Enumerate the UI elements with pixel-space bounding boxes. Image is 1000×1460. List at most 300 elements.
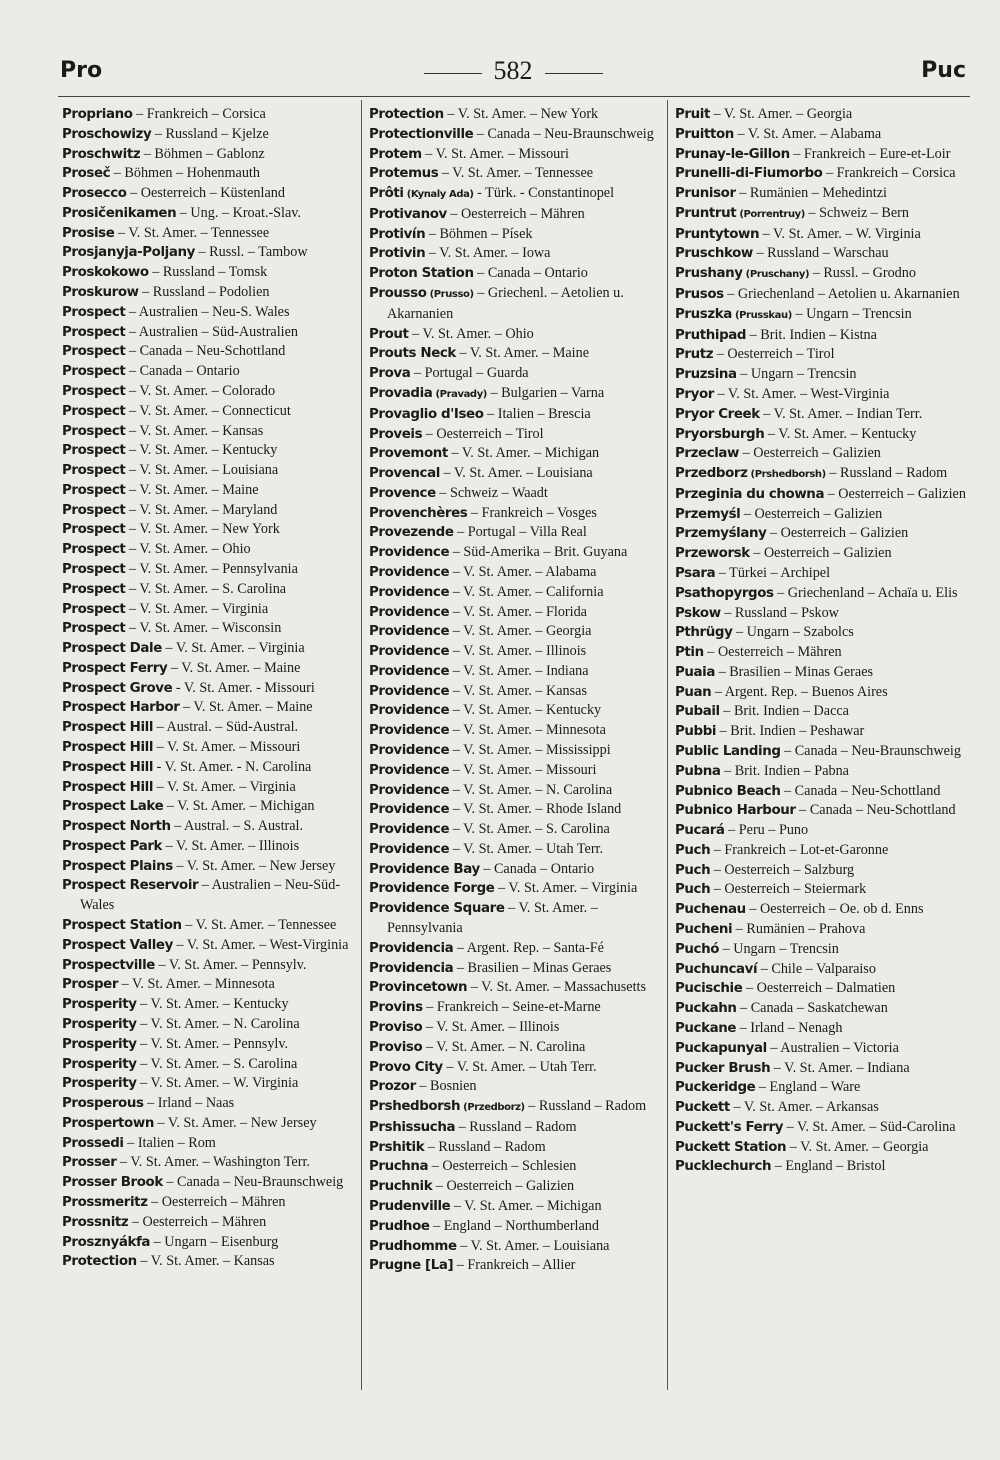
entry-place-name xyxy=(675,724,716,739)
entry-name-text: Prosperous xyxy=(62,1096,144,1112)
entry-name-text: Proviso xyxy=(369,1039,423,1055)
gazetteer-entry xyxy=(62,1114,354,1134)
gazetteer-entry xyxy=(62,857,354,877)
entry-location: – Frankreich – Lot-et-Garonne xyxy=(710,841,889,858)
entry-location: – V. St. Amer. – Michigan xyxy=(163,798,315,815)
entry-location: – England – Northumberland xyxy=(429,1217,599,1234)
gazetteer-entry xyxy=(369,405,661,425)
entry-location: – V. St. Amer. – Illinois xyxy=(449,643,587,660)
entry-location: – V. St. Amer. – Tennessee xyxy=(181,917,337,934)
entry-name-text: Puckett xyxy=(675,1100,730,1116)
entry-place-name xyxy=(62,344,125,359)
gazetteer-entry xyxy=(675,1019,967,1039)
entry-location: – V. St. Amer. – Utah Terr. xyxy=(449,840,604,857)
gazetteer-entry xyxy=(369,820,661,840)
entry-location: – Oesterreich – Mähren xyxy=(128,1213,267,1230)
entry-location: - Türk. - Constantinopel xyxy=(473,185,615,202)
entry-location: – V. St. Amer. – Pennsylv. xyxy=(154,956,307,973)
entry-location: – Rumänien – Mehedintzi xyxy=(735,185,887,202)
entry-name-text: Protemus xyxy=(369,166,439,182)
entry-name-text: Prospect Lake xyxy=(62,799,164,815)
entry-name-text: Providencia xyxy=(369,960,454,976)
entry-name-text: Prospect Hill xyxy=(62,779,154,795)
entry-name-text: Pruchna xyxy=(369,1159,429,1175)
entry-place-name xyxy=(675,367,737,382)
entry-name-text: Prospect xyxy=(62,621,126,637)
entry-place-name xyxy=(369,901,505,916)
entry-name-text: Providence xyxy=(369,584,450,600)
entry-place-name xyxy=(369,1060,443,1075)
entry-name-text: Prunelli-di-Fiumorbo xyxy=(675,166,823,182)
entry-name-text: Puckane xyxy=(675,1020,737,1036)
entry-name-text: Prosise xyxy=(62,225,115,241)
entry-location: – V. St. Amer. – Ohio xyxy=(408,325,534,342)
entry-name-text: Prutz xyxy=(675,347,714,363)
entry-name-text: Pruitton xyxy=(675,126,734,142)
entry-name-text: Prospect Ferry xyxy=(62,660,168,676)
entry-location: – V. St. Amer. – Minnesota xyxy=(449,722,606,739)
gazetteer-entry xyxy=(369,1177,661,1197)
gazetteer-entry xyxy=(675,782,967,802)
entry-name-text: Pruszka xyxy=(675,306,732,322)
entry-place-name xyxy=(369,506,467,521)
entry-place-name xyxy=(369,207,447,222)
gazetteer-entry xyxy=(675,762,967,782)
entry-location: – Oesterreich – Mähren xyxy=(703,644,842,661)
entry-name-text: Prospect xyxy=(62,561,126,577)
entry-name-text: Providence Forge xyxy=(369,881,495,897)
entry-place-name xyxy=(62,522,125,537)
entry-name-text: Prusos xyxy=(675,287,724,303)
entry-alt-name: (Prusso) xyxy=(426,289,474,301)
entry-location: – V. St. Amer. – Connecticut xyxy=(125,402,291,419)
gazetteer-entry xyxy=(369,583,661,603)
entry-name-text: Proskurow xyxy=(62,285,139,301)
entry-place-name xyxy=(369,286,474,301)
entry-place-name xyxy=(62,720,153,735)
entry-location: – Russland – Radom xyxy=(825,465,948,482)
entry-name-text: Provenchères xyxy=(369,505,468,521)
entry-location: – V. St. Amer. – W. Virginia xyxy=(759,225,921,242)
entry-place-name xyxy=(369,1020,422,1035)
entry-place-name xyxy=(675,107,710,122)
entry-name-text: Pruthipad xyxy=(675,327,747,343)
gazetteer-entry xyxy=(675,305,967,326)
entry-place-name xyxy=(369,1159,428,1174)
entry-name-text: Provezende xyxy=(369,525,454,541)
entry-name-text: Proschowizy xyxy=(62,126,152,142)
entry-name-text: Prospect xyxy=(62,304,126,320)
entry-place-name xyxy=(369,783,449,798)
entry-name-text: Prossedi xyxy=(62,1135,124,1151)
entry-location: – Böhmen – Hohenmauth xyxy=(110,165,260,182)
entry-location: – Oesterreich – Galizien xyxy=(749,545,892,562)
entry-location: – V. St. Amer. – Virginia xyxy=(494,880,638,897)
entry-name-text: Prouts Neck xyxy=(369,346,456,362)
gazetteer-entry xyxy=(675,861,967,881)
entry-place-name xyxy=(369,407,484,422)
entry-location: – Russland – Warschau xyxy=(752,245,889,262)
entry-location: – Irland – Nenagh xyxy=(736,1019,843,1036)
entry-place-name xyxy=(675,1080,755,1095)
entry-location: – V. St. Amer. – Maine xyxy=(167,659,301,676)
entry-name-text: Przemyśl xyxy=(675,506,741,522)
entry-location: – V. St. Amer. – California xyxy=(449,583,604,600)
entry-place-name xyxy=(62,206,176,221)
entry-place-name xyxy=(369,427,422,442)
gazetteer-entry xyxy=(62,778,354,798)
gazetteer-entry xyxy=(675,464,967,485)
entry-name-text: Prosperity xyxy=(62,1056,137,1072)
entry-place-name xyxy=(62,245,195,260)
entry-location: – V. St. Amer. – Rhode Island xyxy=(449,801,622,818)
entry-place-name xyxy=(369,466,440,481)
entry-name-text: Public Landing xyxy=(675,744,781,759)
entry-location: – Oesterreich – Schlesien xyxy=(428,1158,577,1175)
gazetteer-entry xyxy=(675,405,967,425)
entry-name-text: Pubnico Harbour xyxy=(675,803,796,819)
gazetteer-entry xyxy=(675,105,967,125)
gazetteer-entry xyxy=(369,840,661,860)
entry-name-text: Prosser Brook xyxy=(62,1175,163,1191)
entry-place-name xyxy=(369,565,449,580)
entry-location: – Argent. Rep. – Buenos Aires xyxy=(711,683,888,700)
entry-location: – Canada – Neu-Braunschweig xyxy=(473,125,654,142)
entry-place-name xyxy=(675,1061,770,1076)
gazetteer-entry xyxy=(62,916,354,936)
gazetteer-entry xyxy=(62,461,354,481)
entry-location: – Austral. – Süd-Austral. xyxy=(153,719,299,736)
entry-location: – England – Ware xyxy=(755,1079,861,1096)
entry-name-text: Puchuncaví xyxy=(675,961,758,977)
entry-place-name xyxy=(62,938,173,953)
entry-place-name xyxy=(62,127,151,142)
entry-location: – V. St. Amer. – Tennessee xyxy=(114,224,270,241)
entry-name-text: Providence xyxy=(369,604,450,620)
entry-place-name xyxy=(62,1175,163,1190)
entry-location: – Oesterreich – Galizien xyxy=(740,505,883,522)
entry-name-text: Prosperity xyxy=(62,1016,137,1032)
gazetteer-entry xyxy=(62,184,354,204)
entry-name-text: Prospect xyxy=(62,482,126,498)
entry-name-text: Prospect Hill xyxy=(62,720,154,736)
entry-location: – Australien – Neu-Süd-Wales xyxy=(80,877,341,914)
gazetteer-entry xyxy=(62,1035,354,1055)
gazetteer-entry xyxy=(369,1256,661,1276)
gazetteer-entry xyxy=(675,285,967,305)
gazetteer-entry xyxy=(675,1118,967,1138)
entry-location: – Canada – Ontario xyxy=(473,265,588,282)
gazetteer-entry xyxy=(675,544,967,564)
entry-place-name xyxy=(675,347,713,362)
entry-place-name xyxy=(62,1195,148,1210)
entry-location: – Ungarn – Trencsin xyxy=(719,940,839,957)
entry-place-name xyxy=(369,346,456,361)
entry-name-text: Provaglio d'Iseo xyxy=(369,406,484,422)
gazetteer-entry xyxy=(62,679,354,699)
entry-place-name xyxy=(369,624,449,639)
gazetteer-entry xyxy=(62,1233,354,1253)
entry-name-text: Prshedborsh xyxy=(369,1099,461,1115)
entry-name-text: Provencal xyxy=(369,466,440,482)
entry-location: – Griechenland – Aetolien u. Akarnanien xyxy=(723,286,960,303)
entry-location: – V. St. Amer. – Pennsylv. xyxy=(136,1035,289,1052)
entry-location: – Canada – Saskatchewan xyxy=(736,1000,888,1017)
gazetteer-entry xyxy=(675,663,967,683)
gazetteer-entry xyxy=(675,1098,967,1118)
entry-name-text: Pucker Brush xyxy=(675,1060,771,1076)
gazetteer-entry xyxy=(369,484,661,504)
gazetteer-entry xyxy=(369,1077,661,1097)
entry-location: – Brit. Indien – Peshawar xyxy=(716,723,865,740)
gazetteer-entry xyxy=(675,145,967,165)
entry-place-name xyxy=(675,922,732,937)
entry-location: – V. St. Amer. – Maryland xyxy=(125,501,278,518)
entry-name-text: Pruschkow xyxy=(675,246,753,262)
gazetteer-entry xyxy=(675,979,967,999)
entry-name-text: Prôti xyxy=(369,186,404,202)
entry-name-text: Prosperity xyxy=(62,1076,137,1092)
entry-name-text: Prossmeritz xyxy=(62,1194,148,1210)
entry-location: – V. St. Amer. – New York xyxy=(125,521,280,538)
gazetteer-entry xyxy=(369,344,661,364)
gazetteer-entry xyxy=(369,959,661,979)
gazetteer-entry xyxy=(675,960,967,980)
gazetteer-entry xyxy=(675,1138,967,1158)
entry-place-name xyxy=(62,878,198,893)
gazetteer-entry xyxy=(675,225,967,245)
entry-place-name xyxy=(675,566,715,581)
entry-place-name xyxy=(675,882,710,897)
entry-place-name xyxy=(369,1140,424,1155)
entry-place-name xyxy=(675,625,732,640)
entry-place-name xyxy=(369,1000,423,1015)
entry-location: – V. St. Amer. – Mississippi xyxy=(449,742,611,758)
entry-place-name xyxy=(62,1235,150,1250)
gazetteer-entry xyxy=(369,662,661,682)
entry-place-name xyxy=(62,1155,116,1170)
entry-place-name xyxy=(675,246,753,261)
gazetteer-entry xyxy=(369,105,661,125)
gazetteer-entry xyxy=(675,264,967,285)
gazetteer-entry xyxy=(62,540,354,560)
gazetteer-entry xyxy=(369,998,661,1018)
entry-name-text: Provadia xyxy=(369,385,433,401)
gazetteer-entry xyxy=(369,184,661,205)
entry-place-name xyxy=(675,227,759,242)
gazetteer-entry xyxy=(675,326,967,346)
gazetteer-entry xyxy=(369,563,661,583)
entry-location: – V. St. Amer. – West-Virginia xyxy=(172,936,349,953)
gazetteer-entry xyxy=(369,284,661,325)
entry-place-name xyxy=(62,226,114,241)
entry-location: – Canada – Neu-Braunschweig xyxy=(162,1174,344,1191)
entry-place-name xyxy=(62,661,167,676)
gazetteer-entry xyxy=(675,702,967,722)
entry-location: – V. St. Amer. – Arkansas xyxy=(729,1099,879,1116)
entry-name-text: Puchenau xyxy=(675,902,746,918)
entry-location: – V. St. Amer. – N. Carolina xyxy=(136,1015,300,1032)
gazetteer-entry xyxy=(675,801,967,821)
header-rule xyxy=(58,96,970,97)
entry-place-name xyxy=(62,1037,137,1052)
entry-location: – Bosnien xyxy=(415,1078,477,1095)
gazetteer-entry xyxy=(62,441,354,461)
header-page-number-group xyxy=(60,56,966,86)
entry-place-name xyxy=(62,621,125,636)
entry-place-name xyxy=(62,503,125,518)
entry-location: – V. St. Amer. – New York xyxy=(443,106,599,122)
gazetteer-entry xyxy=(369,1018,661,1038)
gazetteer-entry xyxy=(62,837,354,857)
entry-location: – V. St. Amer. – Virginia xyxy=(161,640,305,657)
entry-location: – V. St. Amer. – Indiana xyxy=(770,1059,910,1076)
entry-name-text: Providence xyxy=(369,624,450,640)
entry-location: – V. St. Amer. – Kentucky xyxy=(136,996,289,1013)
entry-name-text: Providence xyxy=(369,841,450,857)
entry-name-text: Puan xyxy=(675,684,712,700)
entry-location: – Frankreich – Vosges xyxy=(467,504,597,521)
gazetteer-entry xyxy=(62,619,354,639)
gazetteer-entry xyxy=(62,422,354,442)
entry-place-name xyxy=(62,285,139,300)
entry-place-name xyxy=(675,843,710,858)
entry-location: – Irland – Naas xyxy=(143,1095,235,1112)
entry-name-text: Protection xyxy=(369,107,444,122)
entry-location: – V. St. Amer. – Minnesota xyxy=(118,976,275,993)
entry-location: – Brit. Indien – Pabna xyxy=(720,762,849,779)
gazetteer-entry xyxy=(675,485,967,505)
entry-place-name xyxy=(62,1215,128,1230)
entry-location: – V. St. Amer. – Missouri xyxy=(449,761,597,778)
entry-location: – V. St. Amer. – West-Virginia xyxy=(713,385,890,402)
gazetteer-entry xyxy=(62,481,354,501)
entry-name-text: Pubna xyxy=(675,763,721,779)
entry-location: – V. St. Amer. – Iowa xyxy=(425,245,551,262)
entry-location: – V. St. Amer. – Kentucky xyxy=(764,425,917,442)
entry-location: – V. St. Amer. – Kentucky xyxy=(449,702,602,719)
entry-location: – V. St. Amer. – Louisiana xyxy=(456,1237,610,1254)
entry-place-name xyxy=(675,764,721,779)
entry-name-text: Proviso xyxy=(369,1019,423,1035)
entry-place-name xyxy=(369,525,454,540)
entry-place-name xyxy=(369,1239,457,1254)
entry-name-text: Prosičenikamen xyxy=(62,205,177,221)
entry-location: – Frankreich – Eure-et-Loir xyxy=(789,145,951,162)
entry-location: – Bulgarien – Varna xyxy=(486,384,605,401)
entry-place-name xyxy=(62,107,133,122)
entry-name-text: Przeworsk xyxy=(675,546,750,562)
entry-location: – V. St. Amer. – Georgia xyxy=(449,623,592,640)
entry-name-text: Providence xyxy=(369,564,450,580)
entry-location: – V. St. Amer. – Ohio xyxy=(125,541,251,558)
entry-place-name xyxy=(675,328,746,343)
entry-name-text: Prospect xyxy=(62,502,126,518)
entry-location: – V. St. Amer. – New Jersey xyxy=(172,857,336,874)
gazetteer-entry xyxy=(369,860,661,880)
entry-place-name xyxy=(369,980,467,995)
entry-name-text: Prunay-le-Gillon xyxy=(675,146,790,162)
entry-name-text: Prospect xyxy=(62,423,126,439)
entry-place-name xyxy=(62,463,125,478)
entry-location: – Ungarn – Eisenburg xyxy=(150,1233,279,1250)
entry-place-name xyxy=(675,307,792,322)
entry-name-text: Proveis xyxy=(369,426,423,442)
entry-name-text: Prosper xyxy=(62,977,119,993)
entry-location: – England – Bristol xyxy=(771,1158,886,1175)
gazetteer-entry xyxy=(369,504,661,524)
entry-location: – V. St. Amer. – S. Carolina xyxy=(449,821,610,838)
entry-place-name xyxy=(62,384,125,399)
entry-location: – Oesterreich – Küstenland xyxy=(126,185,285,202)
entry-name-text: Pskow xyxy=(675,605,721,621)
entry-name-text: Pubnico Beach xyxy=(675,783,781,799)
entry-place-name xyxy=(675,981,742,996)
gazetteer-entry xyxy=(62,738,354,758)
entry-name-text: Prshissucha xyxy=(369,1119,456,1135)
entry-place-name xyxy=(675,1041,767,1056)
entry-name-text: Prospect xyxy=(62,463,126,479)
entry-location: – Canada – Ontario xyxy=(125,363,240,380)
entry-place-name xyxy=(675,186,736,201)
entry-place-name xyxy=(369,1219,430,1234)
gazetteer-entry xyxy=(369,364,661,384)
entry-location: – Böhmen – Písek xyxy=(425,225,533,242)
gazetteer-entry xyxy=(62,382,354,402)
entry-place-name xyxy=(675,127,734,142)
gazetteer-entry xyxy=(62,659,354,679)
entry-place-name xyxy=(369,1258,453,1273)
entry-name-text: Prospect xyxy=(62,383,126,399)
entry-location: – Oesterreich – Galizien xyxy=(824,485,966,502)
entry-place-name xyxy=(62,780,153,795)
entry-location: – V. St. Amer. – Maine xyxy=(455,345,590,362)
entry-location: – V. St. Amer. – Michigan xyxy=(447,445,600,462)
entry-location: – V. St. Amer. – Kentucky xyxy=(125,442,278,459)
gazetteer-entry xyxy=(62,560,354,580)
entry-place-name xyxy=(62,404,125,419)
gazetteer-entry xyxy=(369,464,661,484)
gazetteer-entry xyxy=(62,303,354,323)
entry-place-name xyxy=(369,1079,416,1094)
entry-name-text: Prugne [La] xyxy=(369,1258,454,1274)
entry-location: – Russl. – Tambow xyxy=(194,244,308,261)
column-divider-1 xyxy=(361,100,362,1390)
gazetteer-entry xyxy=(62,1094,354,1114)
entry-place-name xyxy=(369,961,453,976)
entry-location: - V. St. Amer. - Missouri xyxy=(172,679,315,696)
entry-name-text: Prosznyákfa xyxy=(62,1234,151,1250)
entry-name-text: Pucheni xyxy=(675,922,733,938)
entry-place-name xyxy=(62,166,110,181)
gazetteer-entry xyxy=(62,1213,354,1233)
entry-location: – Italien – Rom xyxy=(123,1134,216,1151)
gazetteer-entry xyxy=(675,1059,967,1079)
entry-name-text: Prospect xyxy=(62,581,126,597)
entry-place-name xyxy=(369,227,425,242)
entry-place-name xyxy=(62,602,125,617)
entry-location: – Canada – Neu-Schottland xyxy=(780,782,941,799)
entry-place-name xyxy=(675,1140,786,1155)
gazetteer-entry xyxy=(369,1217,661,1237)
entry-name-text: Providence xyxy=(369,743,450,758)
entry-location: – V. St. Amer. – Washington Terr. xyxy=(116,1154,310,1171)
entry-location: – V. St. Amer. – Louisiana xyxy=(125,462,279,479)
entry-name-text: Prospect Hill xyxy=(62,740,154,755)
entry-location: – Oesterreich – Dalmatien xyxy=(742,980,896,997)
entry-place-name xyxy=(369,941,453,956)
entry-place-name xyxy=(62,681,172,696)
